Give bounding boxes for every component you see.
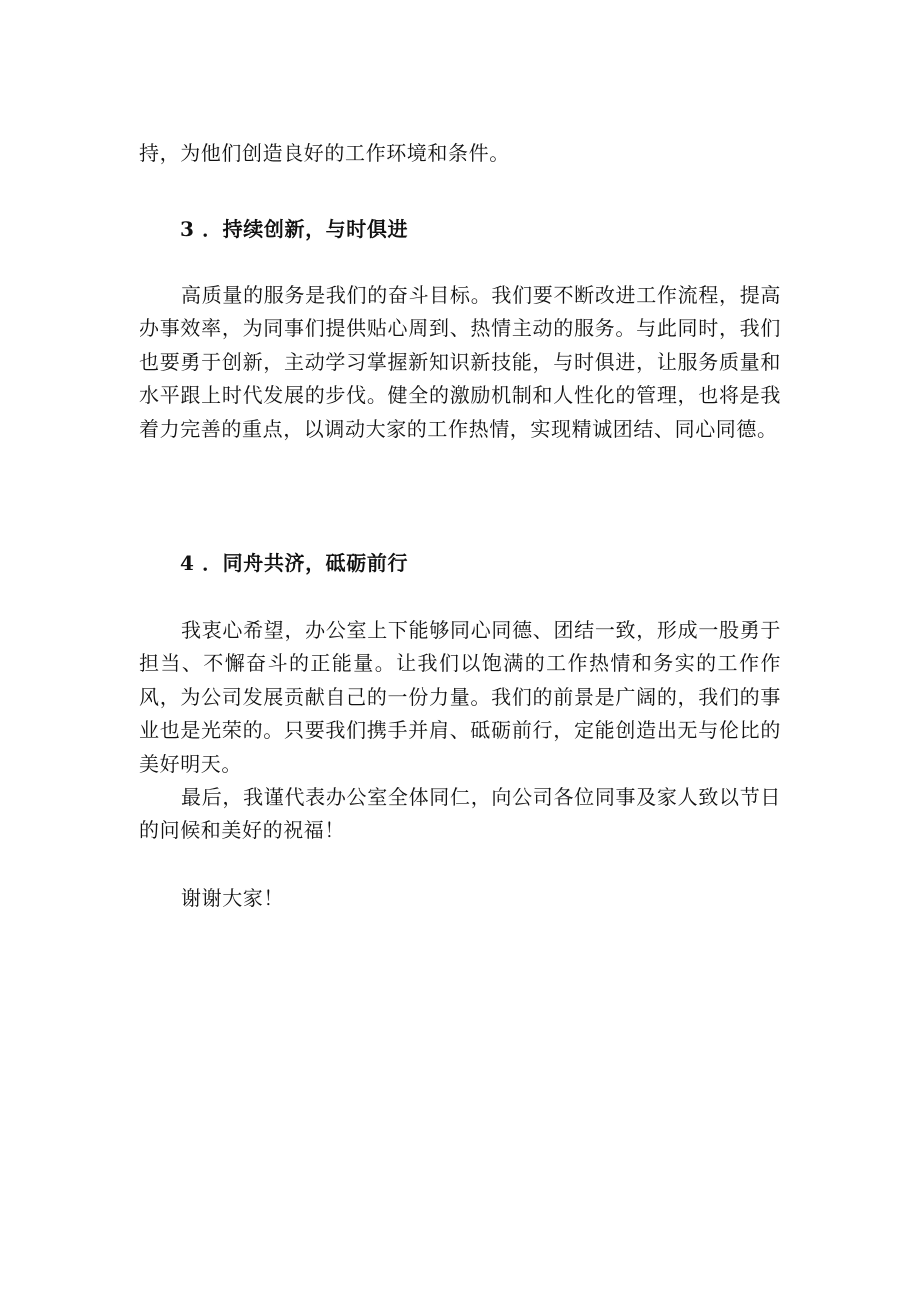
paragraph-section-4: 我衷心希望，办公室上下能够同心同德、团结一致，形成一股勇于担当、不懈奋斗的正能量。让我们以饱满的工作热情和务实的工作作风，为公司发展贡献自己的一份力量。我们的前景是广阔的，我们的事业也是光荣的。只要我们携手并肩、砥砺前行，定能创造出无与伦比的美好明天。 — [139, 618, 781, 776]
paragraph-section-3: 高质量的服务是我们的奋斗目标。我们要不断改进工作流程，提高办事效率，为同事们提供贴心周到、热情主动的服务。与此同时，我们也要勇于创新，主动学习掌握新知识新技能，与时俱进，让服务质量和水平跟上时代发展的步伐。健全的激励机制和人性化的管理，也将是我着力完善的重点，以调动大家的工作热情，实现精诚团结、同心同德。 — [139, 283, 781, 441]
paragraph-closing: 最后，我谨代表办公室全体同仁，向公司各位同事及家人致以节日的问候和美好的祝福！ — [139, 785, 781, 843]
paragraph-continuation: 持，为他们创造良好的工作环境和条件。 — [139, 141, 510, 165]
section-heading-3: 3 ．持续创新，与时俱进 — [180, 217, 409, 241]
paragraph-thanks: 谢谢大家！ — [181, 886, 284, 910]
section-heading-4: 4 ．同舟共济，砥砺前行 — [180, 551, 409, 575]
